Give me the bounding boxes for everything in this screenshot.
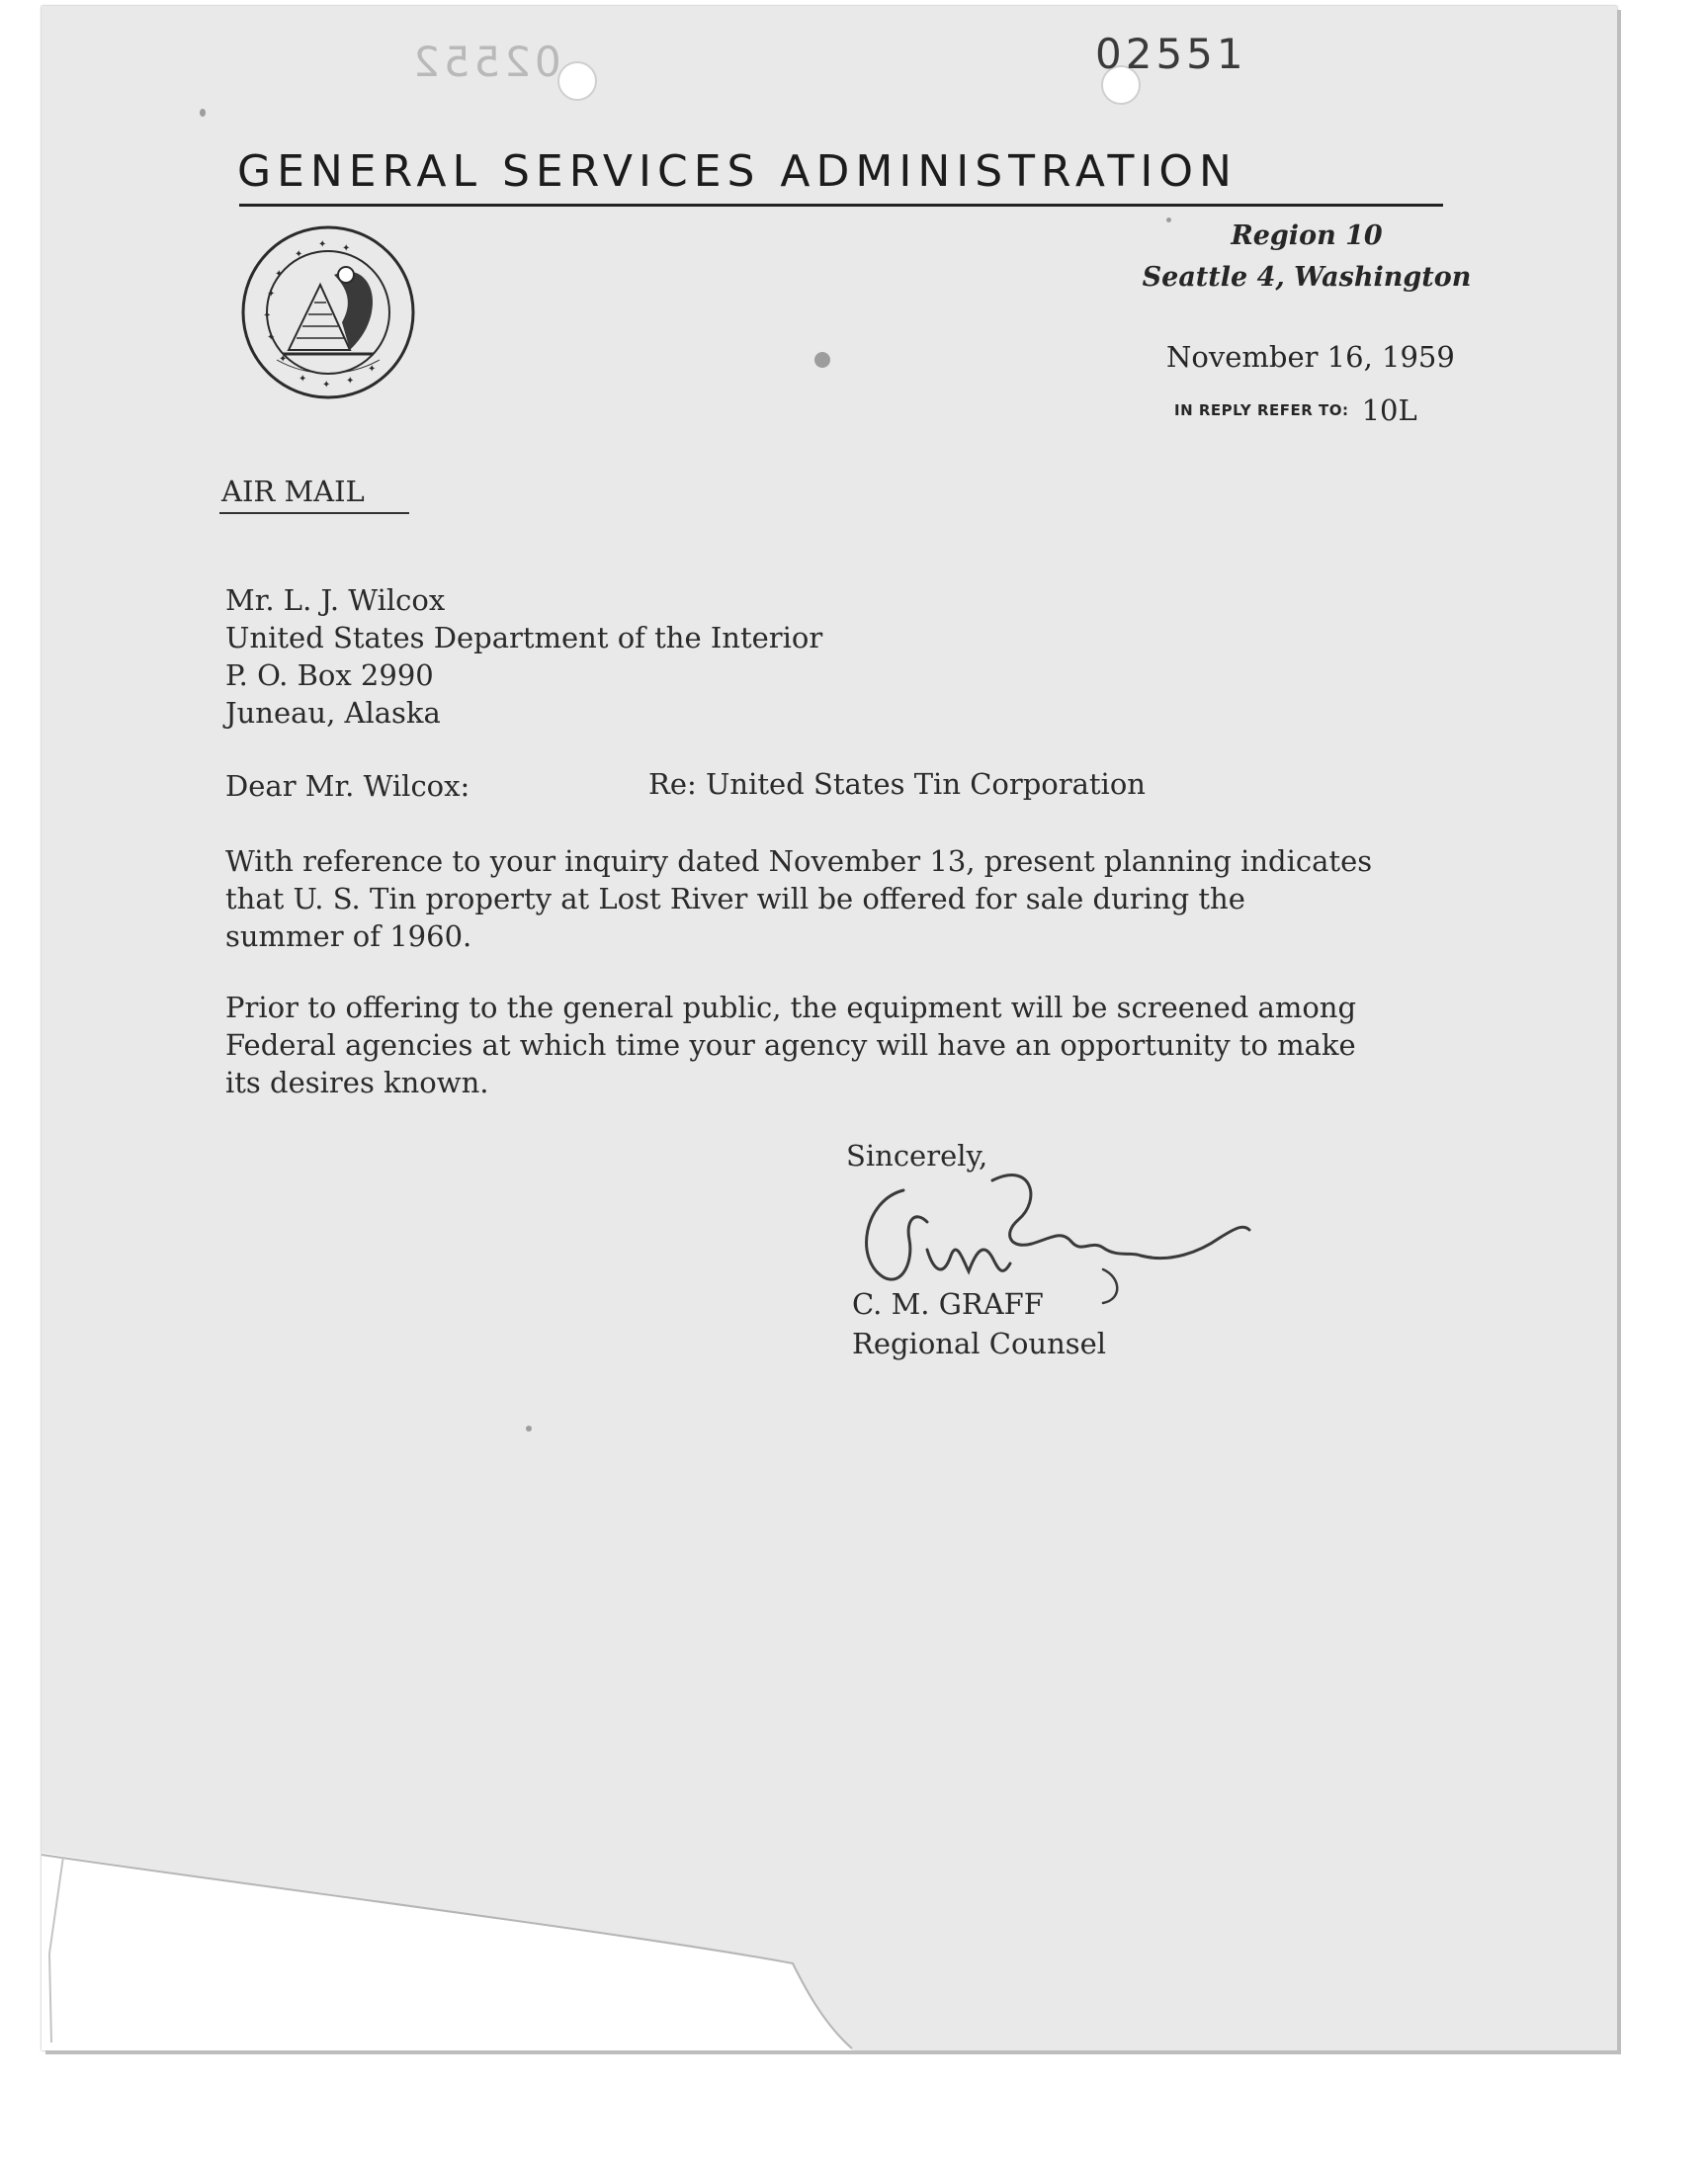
region-label: Region 10: [1231, 220, 1383, 251]
letterhead-rule: [239, 204, 1443, 207]
recipient-address: [225, 581, 822, 732]
closing: Sincerely,: [846, 1139, 988, 1173]
paper-speck: [1166, 218, 1171, 222]
address-line: Mr. L. J. Wilcox: [225, 583, 446, 617]
letterhead-title: GENERAL SERVICES ADMINISTRATION: [237, 146, 1238, 197]
body-line: its desires known.: [225, 1066, 489, 1099]
subject-line: Re: United States Tin Corporation: [648, 767, 1146, 801]
punch-hole-left: [557, 61, 597, 101]
body-line: summer of 1960.: [225, 919, 472, 953]
reply-reference: [1174, 393, 1417, 427]
body-line: With reference to your inquiry dated November 13, present planning indicates: [225, 844, 1373, 878]
svg-text:✦: ✦: [275, 269, 284, 280]
delivery-method: AIR MAIL: [221, 475, 365, 508]
svg-text:✦: ✦: [368, 364, 377, 375]
svg-text:✦: ✦: [318, 239, 327, 250]
svg-text:✦: ✦: [299, 374, 307, 385]
reply-reference-label: IN REPLY REFER TO:: [1174, 401, 1349, 419]
svg-text:✦: ✦: [342, 243, 351, 254]
letter-date: November 16, 1959: [1166, 340, 1455, 374]
reply-reference-code: 10L: [1361, 393, 1417, 427]
body-line: Federal agencies at which time your agency will have an opportunity to make: [225, 1028, 1356, 1062]
svg-text:✦: ✦: [267, 332, 276, 343]
faded-stamp-number: 02552: [409, 38, 561, 86]
region-address-block: [1109, 216, 1504, 299]
body-paragraph-1: [225, 842, 1372, 955]
salutation: Dear Mr. Wilcox:: [225, 769, 470, 803]
svg-text:✦: ✦: [263, 310, 272, 321]
body-line: that U. S. Tin property at Lost River will be offered for sale during the: [225, 882, 1245, 915]
address-line: Juneau, Alaska: [225, 696, 441, 730]
address-line: United States Department of the Interior: [225, 621, 823, 654]
body-line: Prior to offering to the general public, the equipment will be screened among: [225, 991, 1357, 1024]
paper-speck: [526, 1426, 532, 1432]
signer-name: C. M. GRAFF: [852, 1287, 1044, 1321]
delivery-method-underline: [219, 512, 409, 514]
paper-speck: [814, 352, 830, 368]
signer-title: Regional Counsel: [852, 1327, 1107, 1360]
paper-speck: [200, 109, 206, 117]
svg-text:✦: ✦: [279, 354, 288, 365]
svg-text:✦: ✦: [346, 376, 355, 387]
address-line: P. O. Box 2990: [225, 658, 434, 692]
letter-page: [42, 6, 1617, 2050]
svg-text:✦: ✦: [267, 289, 276, 300]
body-paragraph-2: [225, 989, 1356, 1101]
document-stamp-number: 02551: [1095, 30, 1247, 78]
gsa-seal-icon: [239, 223, 417, 401]
svg-text:✦: ✦: [322, 380, 331, 391]
svg-text:✦: ✦: [295, 249, 303, 260]
region-location: Seattle 4, Washington: [1142, 262, 1472, 293]
